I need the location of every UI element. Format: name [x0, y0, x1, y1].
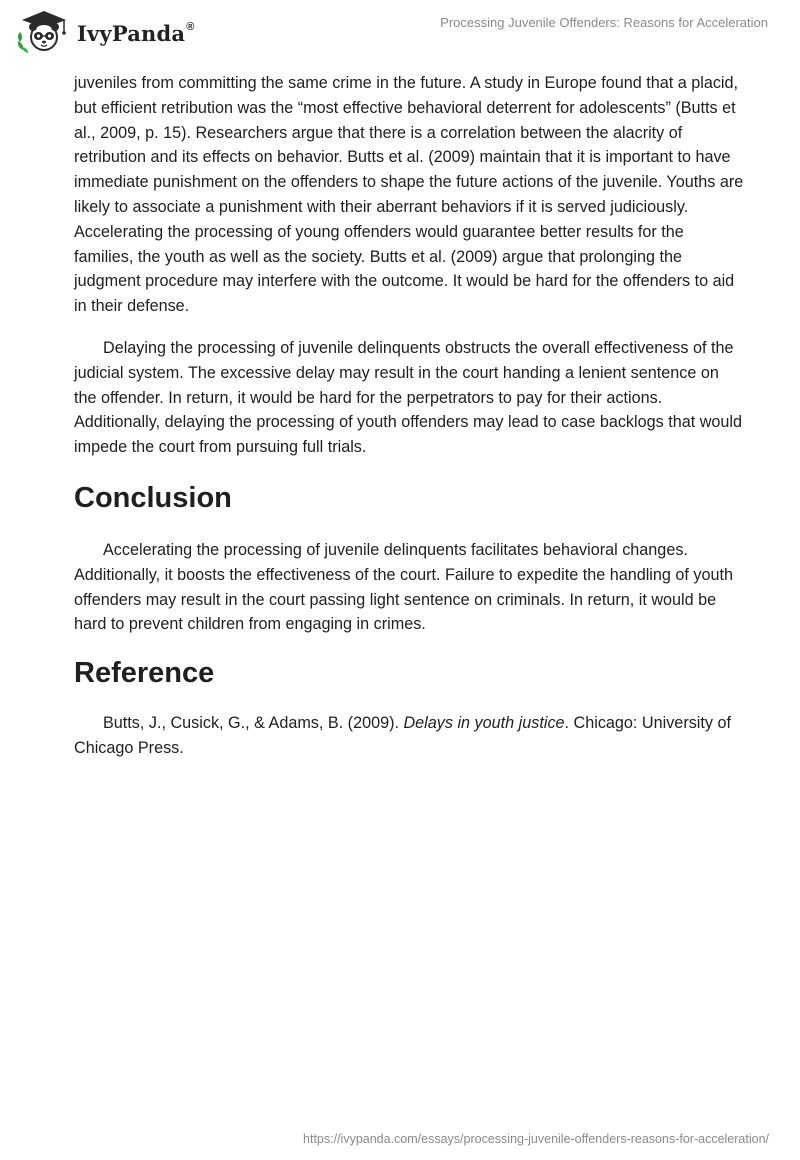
panda-graduate-logo-icon — [14, 8, 76, 54]
conclusion-heading: Conclusion — [74, 481, 232, 514]
reference-title: Delays in youth justice — [403, 714, 565, 733]
brand-name: IvyPanda® — [77, 21, 195, 46]
reference-publisher: . Chicago: University of Chicago Press. — [74, 714, 731, 757]
running-title: Processing Juvenile Offenders: Reasons for Acceleration — [440, 15, 768, 30]
source-url[interactable]: https://ivypanda.com/essays/processing-juvenile-offenders-reasons-for-acceleration/ — [303, 1132, 769, 1146]
reference-heading: Reference — [74, 657, 215, 690]
ivypanda-logo[interactable] — [14, 8, 204, 56]
essay-content — [74, 71, 744, 761]
conclusion-paragraph: Accelerating the processing of juvenile delinquents facilitates behavioral changes. Additionally, it boosts the effectiveness of the court. Failure to expedite the handling of youth offenders may result in the court passing light sentence on criminals. In return, it would be hard to prevent children from engaging in crimes. — [74, 540, 733, 634]
paragraph-delay: Delaying the processing of juvenile delinquents obstructs the overall effectiveness of the judicial system. The excessive delay may result in the court handing a lenient sentence on the offender. In return, it would be hard for the perpetrators to pay for their actions. Additionally, delaying the processing of youth offenders may lead to case backlogs that would impede the court from pursuing full trials. — [74, 338, 742, 457]
reference-authors: Butts, J., Cusick, G., & Adams, B. (2009). — [103, 714, 404, 733]
page-header — [0, 0, 800, 64]
reference-entry — [74, 711, 744, 761]
paragraph-continued: juveniles from committing the same crime in the future. A study in Europe found that a placid, but efficient retribution was the “most effective behavioral deterrent for adolescents” (Butts et al., 2009, p. 15). Researchers argue that there is a correlation between the alacrity of retribution and its effects on behavior. Butts et al. (2009) maintain that it is important to have immediate punishment on the offenders to shape the future actions of the juvenile. Youths are likely to associate a punishment with their aberrant behaviors if it is served judiciously. Accelerating the processing of young offenders would guarantee better results for the families, the youth as well as the society. Butts et al. (2009) argue that prolonging the judgment procedure may interfere with the outcome. It would be hard for the offenders to aid in their defense. — [74, 74, 744, 316]
